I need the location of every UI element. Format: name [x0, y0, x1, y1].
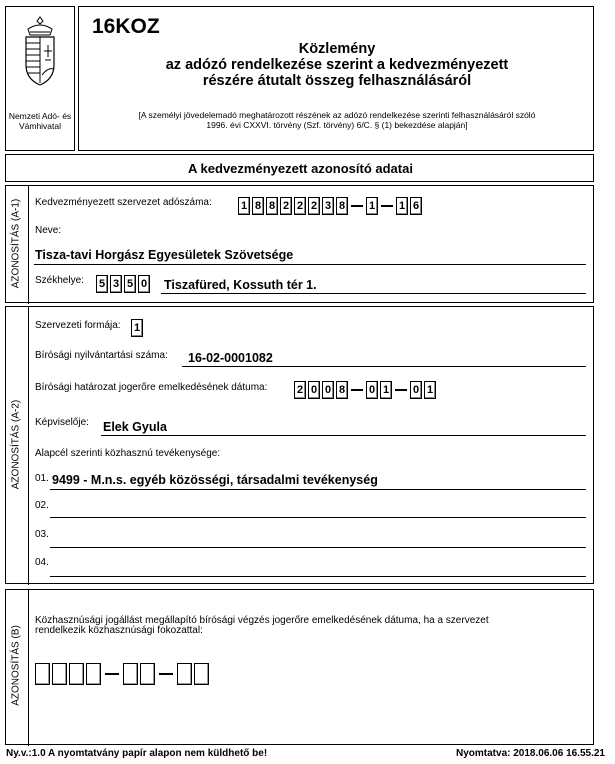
b-date-day-cell[interactable]: [177, 663, 192, 685]
section-b: [5, 589, 594, 745]
court-date-day-cell[interactable]: 0: [410, 381, 422, 399]
tax-id-digit-cell[interactable]: 8: [252, 197, 264, 215]
postcode-digit-cell[interactable]: 3: [110, 275, 122, 293]
postcode-digit-cell[interactable]: 5: [124, 275, 136, 293]
b-text-1: Közhasznúsági jogállást megállapító bírósági végzés jogerőre emelkedésének dátuma, ha a szervezet: [35, 615, 489, 626]
section-a2: [5, 306, 594, 584]
seat-label: Székhelye:: [35, 275, 84, 286]
tax-id-digit-cell[interactable]: 1: [238, 197, 250, 215]
rep-label: Képviselője:: [35, 417, 89, 428]
court-date-month-cell[interactable]: 0: [366, 381, 378, 399]
agency-name: Nemzeti Adó- és Vámhivatal: [8, 111, 72, 131]
b-text-2: rendelkezik közhasznúsági fokozattal:: [35, 625, 203, 636]
court-date-year-cell[interactable]: 0: [322, 381, 334, 399]
court-date-year-cell[interactable]: 8: [336, 381, 348, 399]
activity-label: Alapcél szerinti közhasznú tevékenysége:: [35, 448, 221, 459]
tax-id-digit-cell[interactable]: 8: [266, 197, 278, 215]
b-date-month-cell[interactable]: [140, 663, 155, 685]
form-title-3: részére átutalt összeg felhasználásáról: [202, 73, 472, 89]
postcode-field[interactable]: [96, 274, 152, 293]
legal-basis-2: 1996. évi CXXVI. törvény (Szf. törvény) 6/C. § (1) bekezdése alapján]: [206, 120, 468, 130]
section-title: A kedvezményezett azonosító adatai: [188, 161, 413, 176]
footer-left: Ny.v.:1.0 A nyomtatvány papír alapon nem küldhető be!: [6, 748, 268, 759]
activity-num-2: 02.: [35, 500, 49, 511]
activity-num-3: 03.: [35, 529, 49, 540]
b-date-day-cell[interactable]: [194, 663, 209, 685]
tax-id-field[interactable]: [238, 196, 424, 215]
activity-num-1: 01.: [35, 473, 49, 484]
b-date-year-cell[interactable]: [69, 663, 84, 685]
tax-id-digit-cell[interactable]: 8: [336, 197, 348, 215]
activity-num-4: 04.: [35, 557, 49, 568]
tax-id-digit-cell[interactable]: 2: [280, 197, 292, 215]
b-side-label: AZONOSÍTÁS (B): [10, 625, 22, 706]
b-date-year-cell[interactable]: [86, 663, 101, 685]
tax-id-digit-cell[interactable]: 6: [410, 197, 422, 215]
form-title-2: az adózó rendelkezése szerint a kedvezményezett: [165, 57, 509, 73]
header-box: [78, 6, 594, 151]
a1-side-label: AZONOSÍTÁS (A-1): [10, 198, 22, 289]
org-form-cell[interactable]: 1: [131, 319, 143, 337]
b-date-year-cell[interactable]: [52, 663, 67, 685]
tax-id-digit-cell[interactable]: 2: [308, 197, 320, 215]
form-title-1: Közlemény: [298, 41, 376, 57]
court-date-month-cell[interactable]: 1: [380, 381, 392, 399]
court-reg-label: Bírósági nyilvántartási száma:: [35, 350, 168, 361]
tax-id-label: Kedvezményezett szervezet adószáma:: [35, 197, 212, 208]
b-date-year-cell[interactable]: [35, 663, 50, 685]
form-code: 16KOZ: [92, 15, 160, 38]
b-date-field[interactable]: [35, 663, 211, 685]
postcode-digit-cell[interactable]: 0: [138, 275, 150, 293]
logo-box: [5, 6, 75, 151]
tax-id-digit-cell[interactable]: 2: [294, 197, 306, 215]
coat-of-arms-icon: [20, 15, 60, 90]
section-title-box: [5, 154, 594, 182]
a2-side-label: AZONOSÍTÁS (A-2): [10, 399, 22, 490]
footer-right: Nyomtatva: 2018.06.06 16.55.21: [456, 748, 605, 759]
org-form-field[interactable]: [131, 319, 145, 337]
org-form-label: Szervezeti formája:: [35, 320, 121, 331]
court-date-year-cell[interactable]: 0: [308, 381, 320, 399]
court-date-day-cell[interactable]: 1: [424, 381, 436, 399]
postcode-digit-cell[interactable]: 5: [96, 275, 108, 293]
court-date-year-cell[interactable]: 2: [294, 381, 306, 399]
court-date-field[interactable]: [294, 380, 438, 399]
tax-id-digit-cell[interactable]: 1: [366, 197, 378, 215]
tax-id-digit-cell[interactable]: 3: [322, 197, 334, 215]
name-label: Neve:: [35, 225, 62, 236]
rep-value[interactable]: Elek Gyula: [103, 420, 167, 434]
tax-id-digit-cell[interactable]: 1: [396, 197, 408, 215]
legal-basis-1: [A személyi jövedelemadó meghatározott részének az adózó rendelkezése szerinti felhasználásáról szóló: [138, 110, 536, 120]
seat-value[interactable]: Tiszafüred, Kossuth tér 1.: [164, 278, 317, 292]
b-date-month-cell[interactable]: [123, 663, 138, 685]
section-a1: [5, 185, 594, 303]
activity-value-1[interactable]: 9499 - M.n.s. egyéb közösségi, társadalmi tevékenység: [52, 473, 378, 487]
court-reg-value[interactable]: 16-02-0001082: [188, 351, 273, 365]
name-value[interactable]: Tisza-tavi Horgász Egyesületek Szövetsége: [35, 248, 294, 262]
court-date-label: Bírósági határozat jogerőre emelkedésének dátuma:: [35, 382, 268, 393]
